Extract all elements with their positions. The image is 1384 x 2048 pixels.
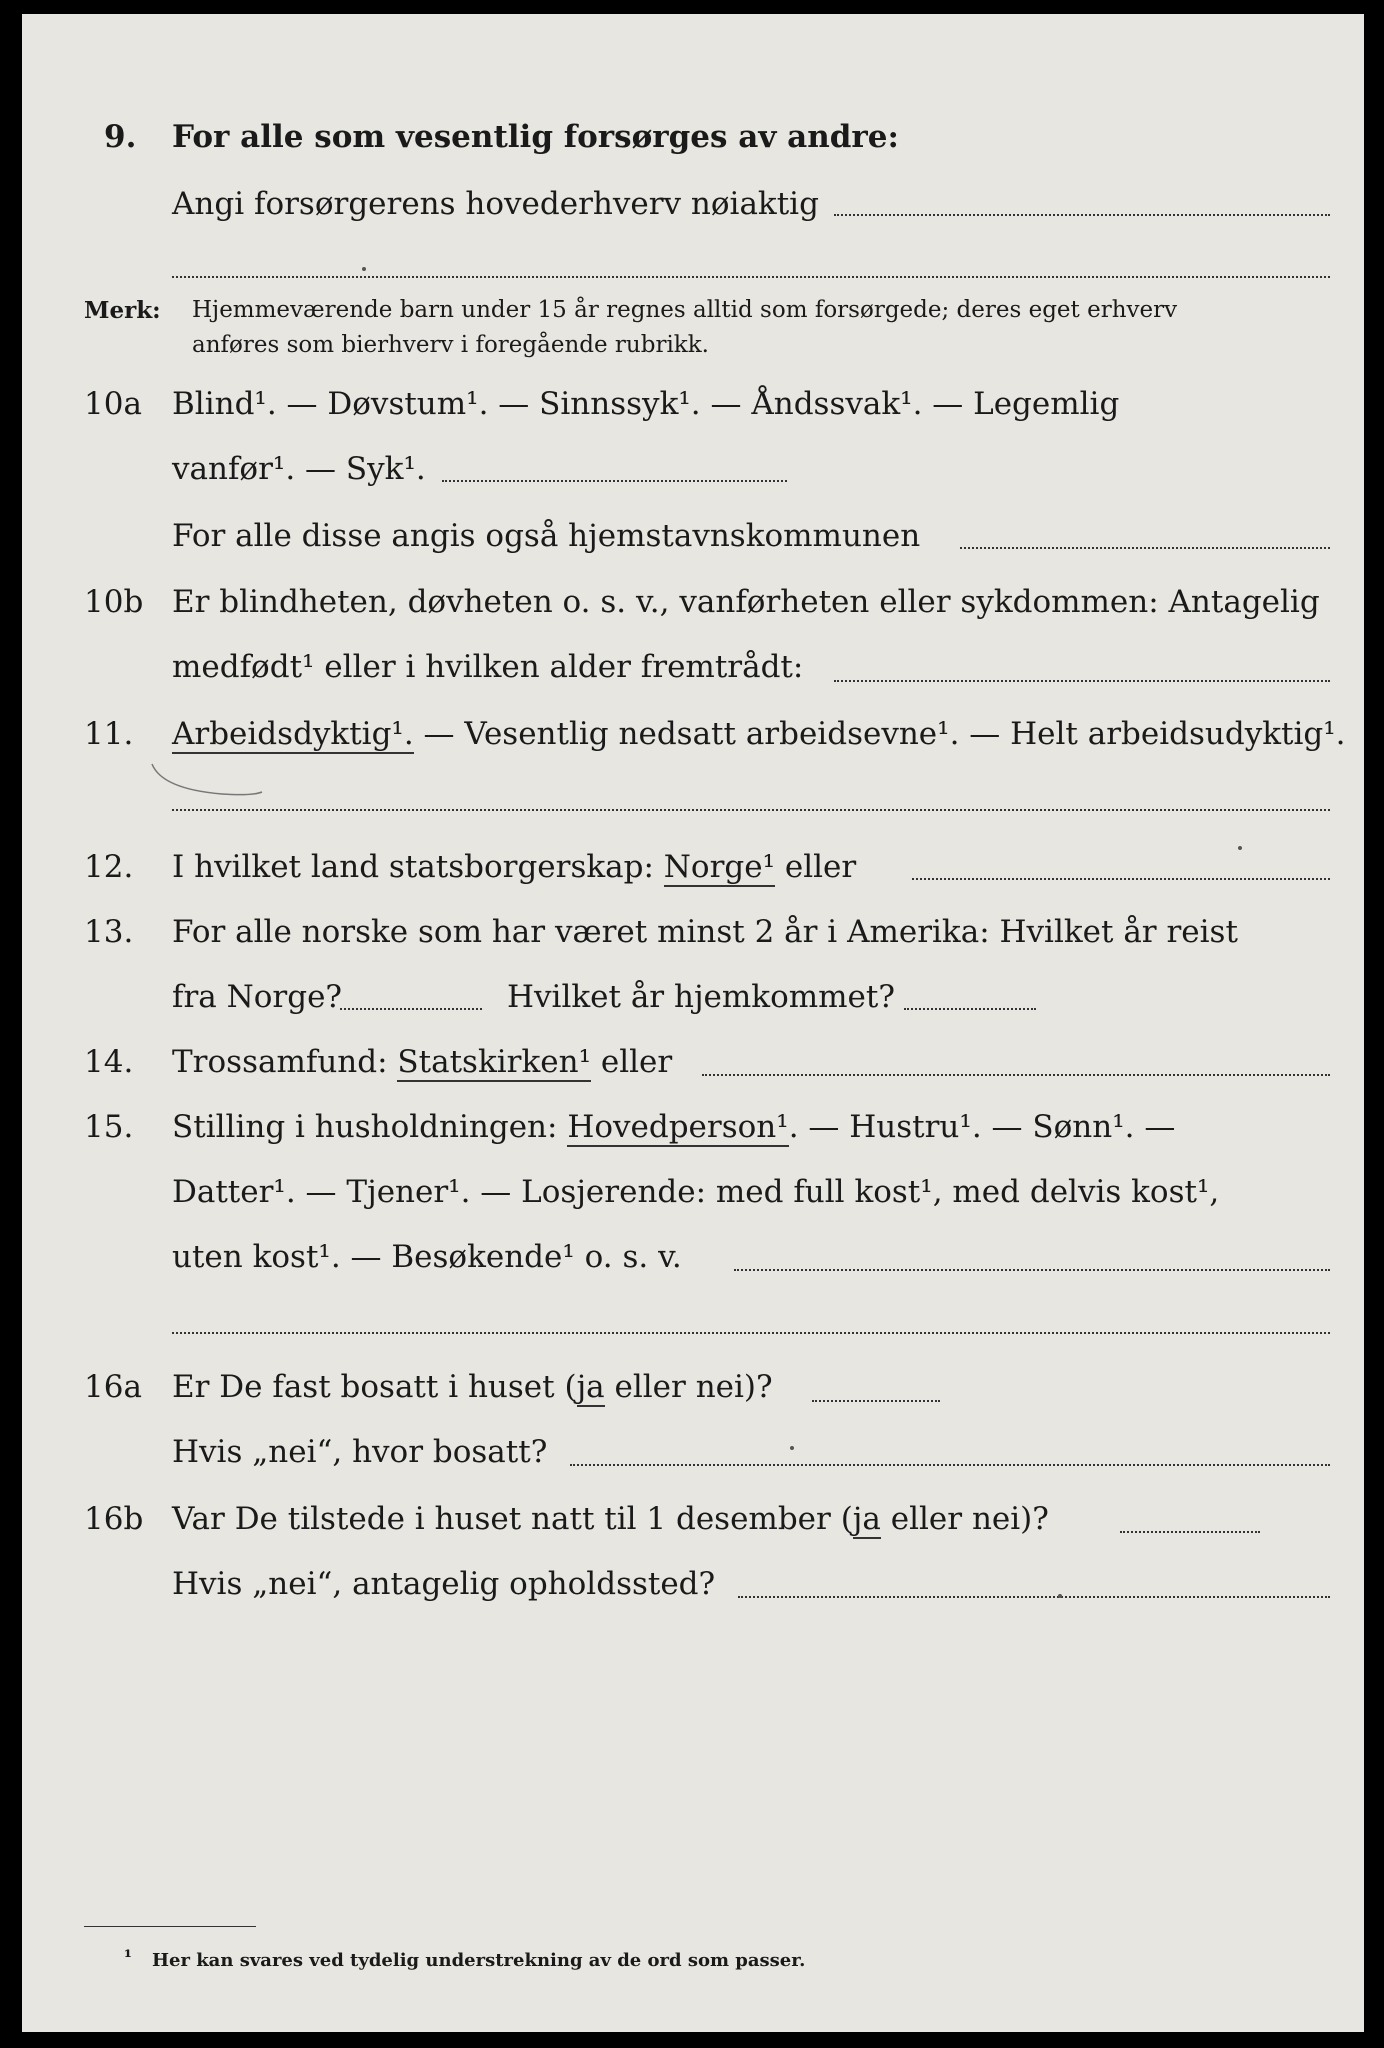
q15-text: Stilling i husholdningen: bbox=[172, 1109, 568, 1145]
q14-or: eller bbox=[591, 1044, 673, 1080]
q14-text: Trossamfund: bbox=[172, 1044, 398, 1080]
q16a-underlined-answer[interactable]: ja bbox=[576, 1369, 605, 1405]
merk-note-line-2: anføres som bierhverv i foregående rubrikk. bbox=[192, 332, 709, 358]
q13-departure-line[interactable] bbox=[340, 1008, 482, 1010]
q16b-number: 16b bbox=[84, 1501, 144, 1537]
q9-answer-line[interactable] bbox=[834, 214, 1330, 216]
q13-return-label: Hvilket år hjemkommet? bbox=[507, 979, 895, 1015]
q10b-line-1: Er blindheten, døvheten o. s. v., vanførheten eller sykdommen: Antagelig bbox=[172, 584, 1320, 620]
footnote-mark: ¹ bbox=[124, 1947, 132, 1968]
q9-answer-line-2[interactable] bbox=[172, 276, 1330, 278]
q11-underlined-answer[interactable]: Arbeidsdyktig¹. bbox=[172, 716, 414, 752]
q16b-whereabouts-line[interactable] bbox=[738, 1596, 1330, 1598]
q15-underlined-answer[interactable]: Hovedperson¹ bbox=[567, 1109, 789, 1145]
q16b-underlined-answer[interactable]: ja bbox=[852, 1501, 881, 1537]
q13-departure-label: fra Norge? bbox=[172, 979, 343, 1015]
q12-text: I hvilket land statsborgerskap: bbox=[172, 849, 664, 885]
q15-other-options: . — Hustru¹. — Sønn¹. — bbox=[788, 1109, 1176, 1145]
q16b-answer-line[interactable] bbox=[1120, 1531, 1260, 1533]
q16a-line-2: Hvis „nei“, hvor bosatt? bbox=[172, 1434, 548, 1470]
q13-number: 13. bbox=[84, 914, 134, 950]
q13-line-1: For alle norske som har været minst 2 år i Amerika: Hvilket år reist bbox=[172, 914, 1238, 950]
footnote-rule bbox=[84, 1926, 256, 1927]
q10b-line-2: medfødt¹ eller i hvilken alder fremtrådt: bbox=[172, 649, 804, 685]
q11-number: 11. bbox=[84, 716, 134, 752]
q10a-line-2: vanfør¹. — Syk¹. bbox=[172, 451, 426, 487]
q10a-line-3: For alle disse angis også hjemstavnskommunen bbox=[172, 518, 921, 554]
q16a-line-1 bbox=[172, 1369, 773, 1405]
q15-answer-line-2[interactable] bbox=[172, 1332, 1330, 1334]
ink-speck bbox=[790, 1446, 794, 1450]
q10b-answer-line[interactable] bbox=[834, 680, 1330, 682]
q10b-number: 10b bbox=[84, 584, 144, 620]
ink-speck bbox=[1238, 846, 1242, 850]
q16a-number: 16a bbox=[84, 1369, 142, 1405]
ink-speck bbox=[362, 267, 366, 271]
ink-speck bbox=[1058, 1594, 1062, 1598]
q12-underlined-answer[interactable]: Norge¹ bbox=[663, 849, 776, 885]
q15-answer-line[interactable] bbox=[734, 1269, 1330, 1271]
q12-or: eller bbox=[775, 849, 857, 885]
q9-heading: For alle som vesentlig forsørges av andre: bbox=[172, 119, 899, 155]
q15-number: 15. bbox=[84, 1109, 134, 1145]
q16b-line-1 bbox=[172, 1501, 1049, 1537]
q16a-text: Er De fast bosatt i huset ( bbox=[172, 1369, 577, 1405]
q16a-text-end: eller nei)? bbox=[604, 1369, 773, 1405]
census-form-page bbox=[22, 14, 1364, 2032]
q11-answer-line[interactable] bbox=[172, 809, 1330, 811]
footnote-text: Her kan svares ved tydelig understrekning av de ord som passer. bbox=[152, 1950, 806, 1971]
q10a-answer-line[interactable] bbox=[442, 480, 787, 482]
q14-underlined-answer[interactable]: Statskirken¹ bbox=[397, 1044, 591, 1080]
q10a-hometown-line[interactable] bbox=[960, 547, 1330, 549]
q14-number: 14. bbox=[84, 1044, 134, 1080]
q16b-line-2: Hvis „nei“, antagelig opholdssted? bbox=[172, 1566, 716, 1602]
q11-other-options: — Vesentlig nedsatt arbeidsevne¹. — Helt arbeidsudyktig¹. bbox=[413, 716, 1346, 752]
q16a-answer-line[interactable] bbox=[812, 1400, 940, 1402]
q12-number: 12. bbox=[84, 849, 134, 885]
merk-note-line-1: Hjemmeværende barn under 15 år regnes alltid som forsørgede; deres eget erhverv bbox=[192, 297, 1178, 323]
q11-handwritten-stroke bbox=[142, 754, 442, 814]
q12-question bbox=[172, 849, 857, 885]
q12-answer-line[interactable] bbox=[912, 878, 1330, 880]
q15-line-3: uten kost¹. — Besøkende¹ o. s. v. bbox=[172, 1239, 682, 1275]
q15-line-2: Datter¹. — Tjener¹. — Losjerende: med full kost¹, med delvis kost¹, bbox=[172, 1174, 1220, 1210]
q10a-line-1: Blind¹. — Døvstum¹. — Sinnssyk¹. — Åndssvak¹. — Legemlig bbox=[172, 386, 1120, 422]
q10a-number: 10a bbox=[84, 386, 142, 422]
q9-number: 9. bbox=[104, 119, 137, 155]
q14-answer-line[interactable] bbox=[702, 1074, 1330, 1076]
q11-options bbox=[172, 716, 1346, 752]
q16b-text-end: eller nei)? bbox=[880, 1501, 1049, 1537]
q14-question bbox=[172, 1044, 673, 1080]
q13-return-line[interactable] bbox=[904, 1008, 1036, 1010]
q15-line-1 bbox=[172, 1109, 1176, 1145]
q9-question: Angi forsørgerens hovederhverv nøiaktig bbox=[172, 186, 819, 222]
merk-label: Merk: bbox=[84, 297, 161, 324]
q16b-text: Var De tilstede i huset natt til 1 desember ( bbox=[172, 1501, 853, 1537]
q16a-residence-line[interactable] bbox=[570, 1464, 1330, 1466]
